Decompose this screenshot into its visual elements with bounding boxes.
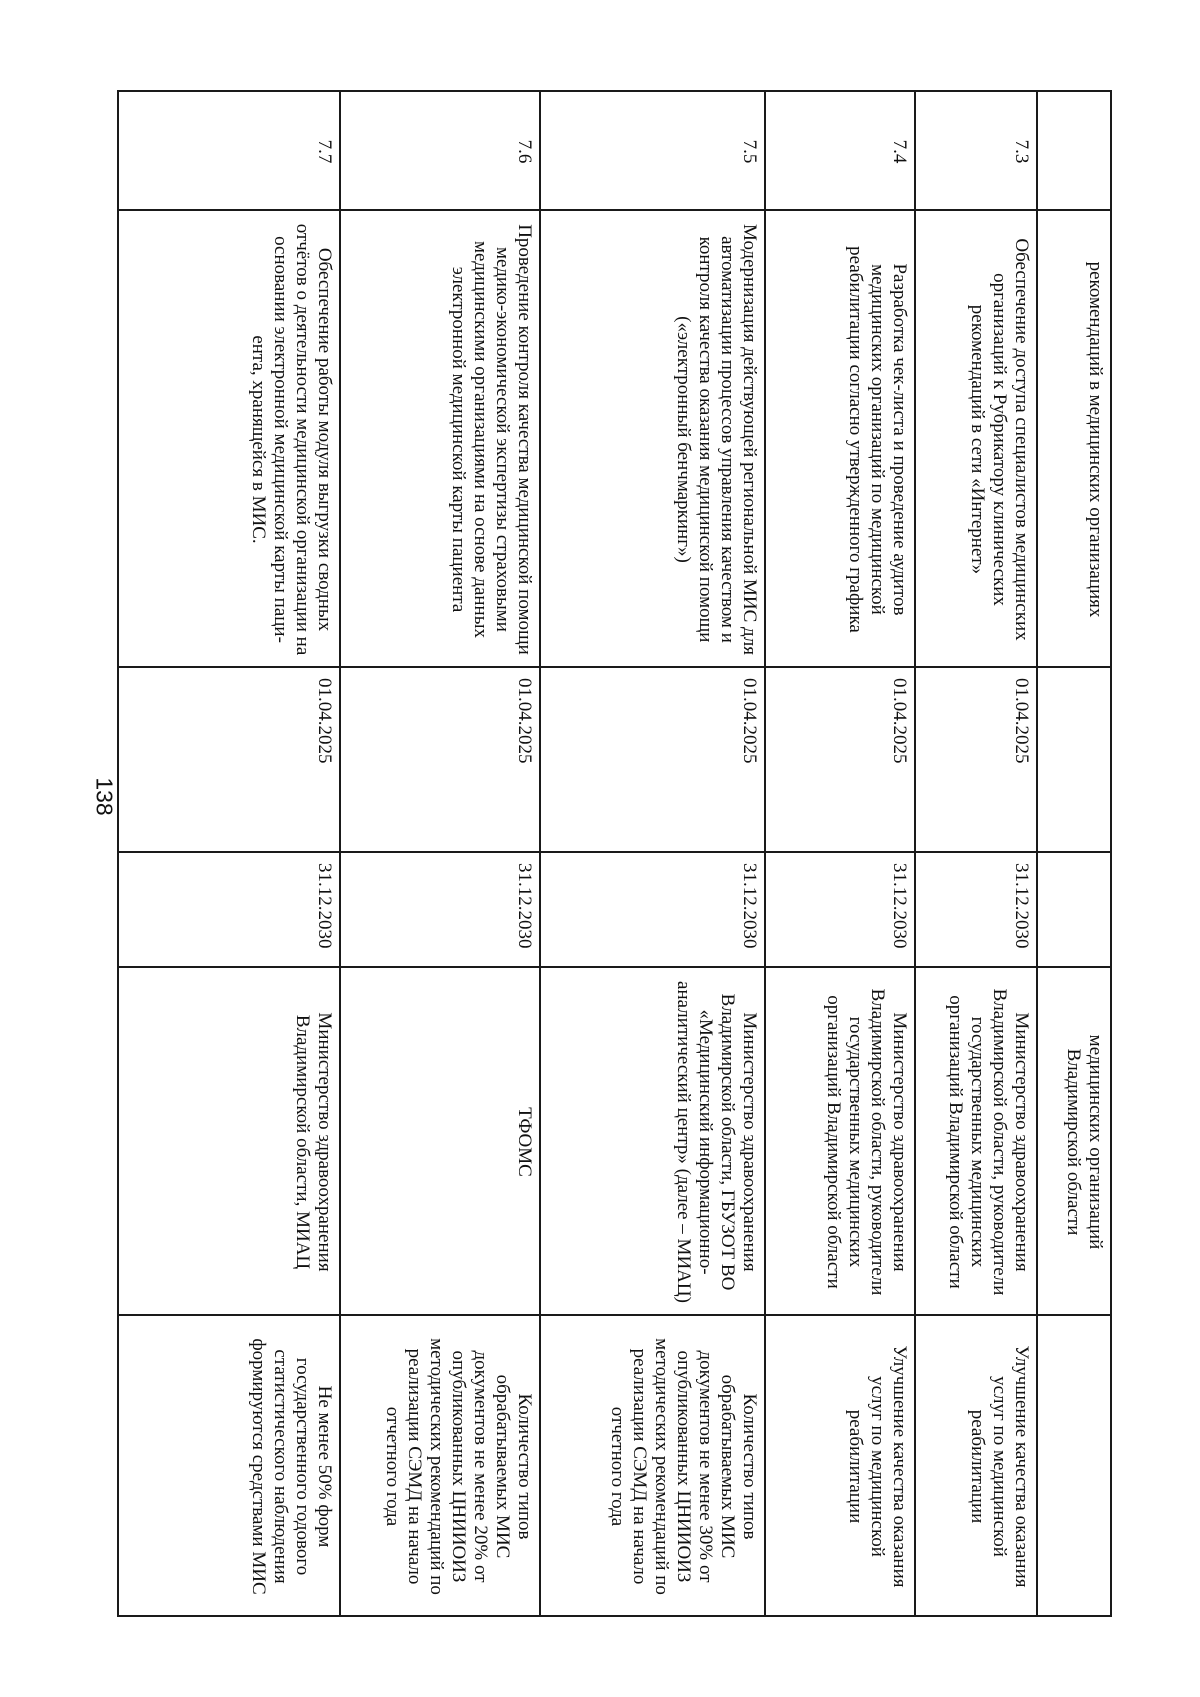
expected-result: Количество типов обрабатываемых МИС документов не менее 30% от опубликованных ЦНИИОИЗ методических рекомендаций по реализации СЭМД на начало отчетного года (540, 1315, 765, 1616)
end-date: 31.12.2030 (540, 852, 765, 967)
row-number: 7.6 (340, 91, 540, 210)
table-row (118, 91, 340, 1616)
activity-description: Обеспечение работы модуля выгрузки сводных отчётов о деятельности медицинской организации на основании электронной медицинской карты паци-ента, хранящейся в МИС. (118, 210, 340, 667)
header-result-cell (1037, 1315, 1111, 1616)
row-number: 7.5 (540, 91, 765, 210)
activity-description: Проведение контроля качества медицинской помощи медико-экономической экспертизы страховыми медицинскими организациями на основе данных электронной медицинской карты пациента (340, 210, 540, 667)
activity-description: Обеспечение доступа специалистов медицинских организаций к Рубрикатору клинических рекомендаций в сети «Интернет» (915, 210, 1037, 667)
end-date: 31.12.2030 (340, 852, 540, 967)
table-row (765, 91, 915, 1616)
row-number: 7.3 (915, 91, 1037, 210)
start-date: 01.04.2025 (118, 667, 340, 852)
row-number: 7.4 (765, 91, 915, 210)
responsible-parties: Министерство здравоохранения Владимирской области, руководители государственных медицинских организаций Владимирской области (915, 967, 1037, 1315)
table-row (915, 91, 1037, 1616)
start-date: 01.04.2025 (340, 667, 540, 852)
activity-description: Модернизация действующей региональной МИС для автоматизации процессов управления качеством и контроля качества оказания медицинской помощи («электронный бенчмаркинг») (540, 210, 765, 667)
end-date: 31.12.2030 (765, 852, 915, 967)
end-date: 31.12.2030 (915, 852, 1037, 967)
expected-result: Не менее 50% форм государственного годового статистического наблюдения формируются средствами МИС (118, 1315, 340, 1616)
page-number: 138 (91, 776, 118, 816)
row-number: 7.7 (118, 91, 340, 210)
responsible-parties: Министерство здравоохранения Владимирской области, руководители государственных медицинских организаций Владимирской области (765, 967, 915, 1315)
responsible-parties: Министерство здравоохранения Владимирской области, МИАЦ (118, 967, 340, 1315)
header-activity-cell: рекомендаций в медицинских организациях (1037, 210, 1111, 667)
end-date: 31.12.2030 (118, 852, 340, 967)
start-date: 01.04.2025 (915, 667, 1037, 852)
header-num-cell (1037, 91, 1111, 210)
expected-result: Улучшение качества оказания услуг по медицинской реабилитации (915, 1315, 1037, 1616)
continuation-header-row (1037, 91, 1111, 1616)
start-date: 01.04.2025 (540, 667, 765, 852)
rotated-table-container (119, 90, 1112, 1615)
header-responsible-cell: медицинских организаций Владимирской области (1037, 967, 1111, 1315)
responsible-parties: ТФОМС (340, 967, 540, 1315)
header-start-cell (1037, 667, 1111, 852)
expected-result: Количество типов обрабатываемых МИС документов не менее 20% от опубликованных ЦНИИОИЗ методических рекомендаций по реализации СЭМД на начало отчетного года (340, 1315, 540, 1616)
header-end-cell (1037, 852, 1111, 967)
activity-description: Разработка чек-листа и проведение аудитов медицинских организаций по медицинской реабилитации согласно утвержденного графика (765, 210, 915, 667)
responsible-parties: Министерство здравоохранения Владимирской области, ГБУЗОТ ВО «Медицинский информационно-аналитический центр» (далее – МИАЦ) (540, 967, 765, 1315)
table-row (340, 91, 540, 1616)
expected-result: Улучшение качества оказания услуг по медицинской реабилитации (765, 1315, 915, 1616)
table-row (540, 91, 765, 1616)
activity-plan-table (117, 90, 1112, 1617)
start-date: 01.04.2025 (765, 667, 915, 852)
